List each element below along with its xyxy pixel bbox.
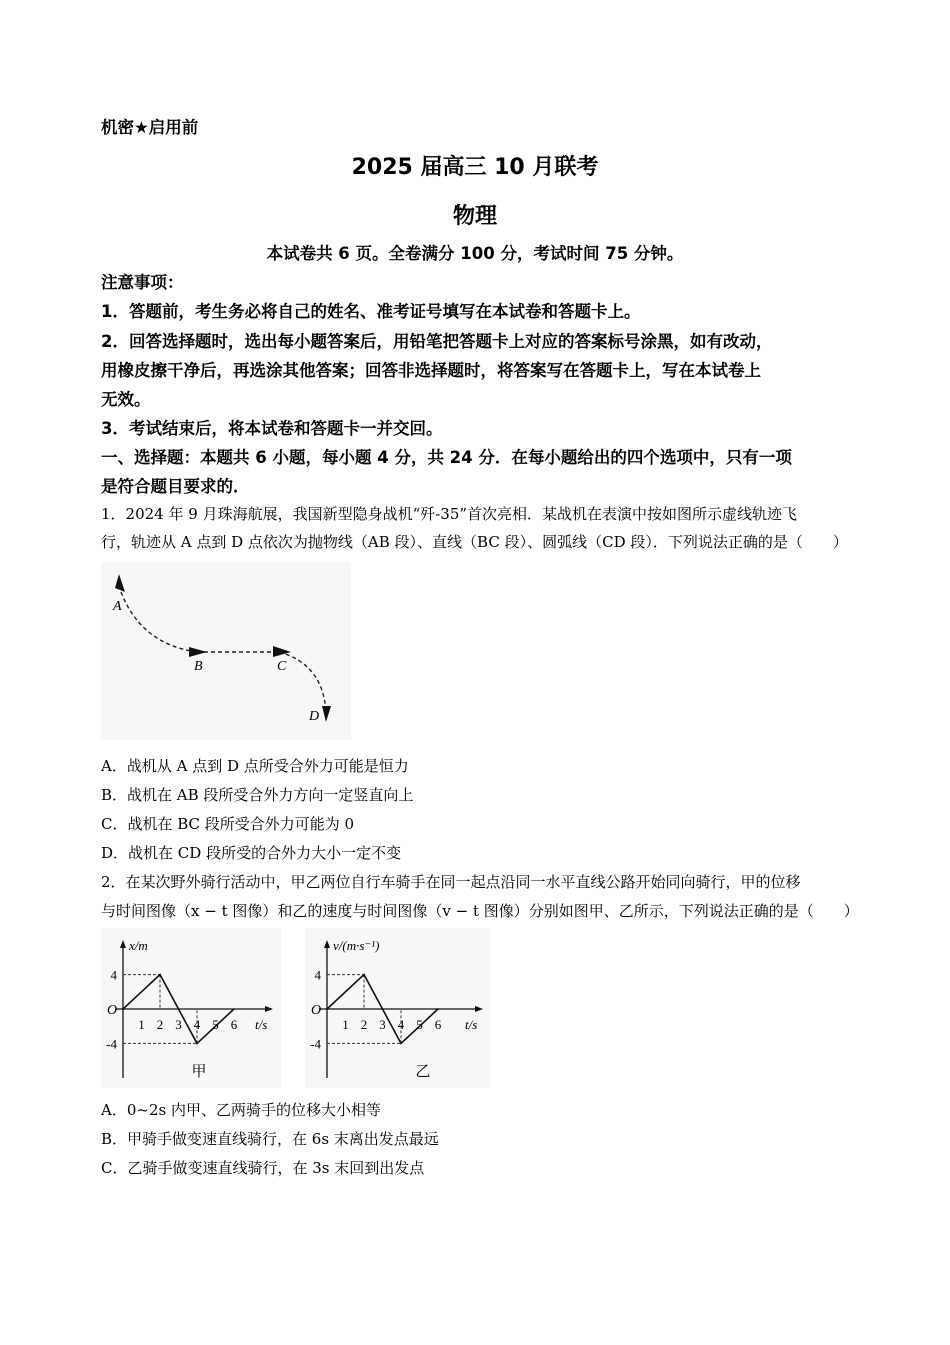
- x-tick-label: 5: [212, 1017, 219, 1032]
- chart-yi: [305, 928, 490, 1088]
- notice-item-3: 3．考试结束后，将本试卷和答题卡一并交回。: [101, 419, 443, 438]
- point-a-label: A: [113, 599, 122, 614]
- data-point: [159, 974, 161, 976]
- notice-item-2-line-1: 2．回答选择题时，选出每小题答案后，用铅笔把答题卡上对应的答案标号涂黑，如有改动，: [101, 332, 773, 351]
- data-point: [437, 1008, 439, 1010]
- notice-heading: 注意事项：: [101, 273, 184, 292]
- notice-item-2-line-2: 用橡皮擦干净后，再选涂其他答案；回答非选择题时，将答案写在答题卡上，写在本试卷上: [101, 361, 761, 380]
- x-tick-label: 2: [360, 1017, 368, 1032]
- data-point: [196, 1043, 198, 1045]
- point-d-label: D: [309, 709, 320, 724]
- point-c-label: C: [277, 659, 287, 674]
- q2-option-c: C．乙骑手做变速直线骑行，在 3s 末回到出发点: [101, 1159, 425, 1177]
- exam-info: 本试卷共 6 页。全卷满分 100 分，考试时间 75 分钟。: [266, 244, 684, 263]
- subject-title: 物理: [452, 204, 497, 229]
- y-tick-label: 4: [110, 967, 117, 983]
- chart-jia: [101, 928, 281, 1088]
- data-point: [363, 974, 365, 976]
- chart-name: 乙: [415, 1064, 431, 1080]
- data-point: [122, 1008, 124, 1010]
- q1-option-d: D．战机在 CD 段所受的合外力大小一定不变: [101, 844, 402, 862]
- section-heading-line-2: 是符合题目要求的．: [101, 477, 250, 496]
- y-axis-label: x/m: [129, 938, 148, 953]
- notice-item-1: 1．答题前，考生务必将自己的姓名、准考证号填写在本试卷和答题卡上。: [101, 302, 641, 321]
- x-axis-label: t/s: [465, 1017, 478, 1032]
- data-point: [326, 1008, 328, 1010]
- origin-label: O: [311, 1003, 322, 1018]
- q1-stem-line-2: 行，轨迹从 A 点到 D 点依次为抛物线（AB 段）、直线（BC 段）、圆弧线（CD 段）．下列说法正确的是（ ）: [101, 533, 848, 551]
- x-tick-label: 1: [138, 1017, 145, 1032]
- data-point: [233, 1008, 235, 1010]
- y-axis-label: v/(m·s⁻¹): [333, 938, 380, 953]
- x-tick-label: 1: [342, 1017, 349, 1032]
- section-heading-line-1: 一、选择题：本题共 6 小题，每小题 4 分，共 24 分．在每小题给出的四个选项中，只有一项: [101, 448, 792, 467]
- q1-option-a: A．战机从 A 点到 D 点所受合外力可能是恒力: [101, 757, 409, 775]
- q2-stem-line-2: 与时间图像（x − t 图像）和乙的速度与时间图像（v − t 图像）分别如图甲、乙所示，下列说法正确的是（ ）: [101, 902, 859, 920]
- confidential-label: 机密★启用前: [101, 118, 199, 137]
- y-tick-label: 4: [314, 967, 321, 983]
- x-tick-label: 5: [416, 1017, 423, 1032]
- q1-trajectory-figure: [101, 562, 351, 740]
- x-tick-label: 4: [193, 1017, 201, 1032]
- data-point: [400, 1043, 402, 1045]
- q2-option-a: A．0~2s 内甲、乙两骑手的位移大小相等: [101, 1101, 381, 1119]
- x-tick-label: 2: [156, 1017, 164, 1032]
- x-tick-label: 6: [434, 1017, 442, 1032]
- point-b-label: B: [194, 659, 203, 674]
- x-tick-label: 6: [230, 1017, 238, 1032]
- chart-name: 甲: [191, 1064, 207, 1080]
- q2-stem-line-1: 2．在某次野外骑行活动中，甲乙两位自行车骑手在同一起点沿同一水平直线公路开始同向骑行，甲的位移: [101, 873, 801, 891]
- y-tick-label: -4: [106, 1036, 117, 1052]
- x-tick-label: 3: [379, 1017, 386, 1032]
- exam-title: 2025 届高三 10 月联考: [351, 155, 599, 180]
- y-tick-label: -4: [310, 1036, 321, 1052]
- origin-label: O: [107, 1003, 118, 1018]
- q1-option-b: B．战机在 AB 段所受合外力方向一定竖直向上: [101, 786, 414, 804]
- q2-option-b: B．甲骑手做变速直线骑行，在 6s 末离出发点最远: [101, 1130, 439, 1148]
- x-tick-label: 4: [397, 1017, 405, 1032]
- x-axis-label: t/s: [255, 1017, 268, 1032]
- x-tick-label: 3: [175, 1017, 182, 1032]
- q1-option-c: C．战机在 BC 段所受合外力可能为 0: [101, 815, 355, 833]
- notice-item-2-line-3: 无效。: [101, 390, 151, 409]
- q1-stem-line-1: 1．2024 年 9 月珠海航展，我国新型隐身战机“歼-35”首次亮相．某战机在表演中按如图所示虚线轨迹飞: [101, 505, 798, 523]
